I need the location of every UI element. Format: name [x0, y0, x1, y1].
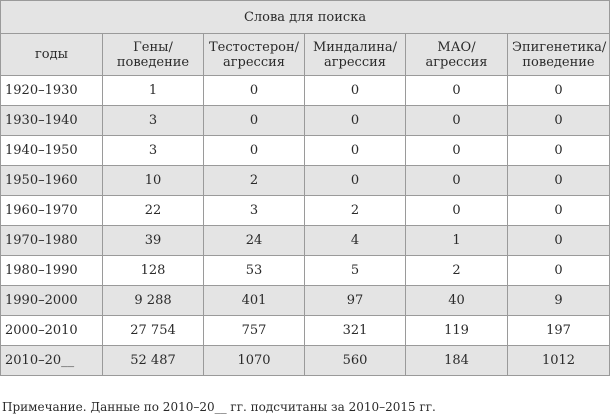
row-period-cell: 1980–1990 [1, 256, 103, 286]
value-cell: 757 [204, 316, 305, 346]
table-row [1, 106, 610, 136]
value-cell: 0 [305, 106, 406, 136]
table-row [1, 226, 610, 256]
value-cell: 119 [406, 316, 508, 346]
row-period-cell: 1990–2000 [1, 286, 103, 316]
value-cell: 184 [406, 346, 508, 376]
row-period-cell: 1970–1980 [1, 226, 103, 256]
table-title: Слова для поиска [1, 1, 610, 34]
value-cell: 0 [508, 256, 610, 286]
value-cell: 2 [305, 196, 406, 226]
value-cell: 401 [204, 286, 305, 316]
value-cell: 1012 [508, 346, 610, 376]
column-header-1: Гены/ поведение [103, 34, 204, 76]
table-row [1, 76, 610, 106]
column-header-5: Эпигенетика/ поведение [508, 34, 610, 76]
column-header-4: МАО/ агрессия [406, 34, 508, 76]
value-cell: 22 [103, 196, 204, 226]
value-cell: 4 [305, 226, 406, 256]
value-cell: 0 [204, 136, 305, 166]
value-cell: 0 [508, 166, 610, 196]
table-row [1, 316, 610, 346]
value-cell: 0 [508, 226, 610, 256]
value-cell: 0 [406, 106, 508, 136]
value-cell: 1 [103, 76, 204, 106]
value-cell: 53 [204, 256, 305, 286]
table-row [1, 346, 610, 376]
row-period-cell: 2010–20__ [1, 346, 103, 376]
value-cell: 0 [305, 76, 406, 106]
table-row [1, 286, 610, 316]
value-cell: 97 [305, 286, 406, 316]
value-cell: 0 [305, 136, 406, 166]
row-period-cell: 1950–1960 [1, 166, 103, 196]
value-cell: 9 [508, 286, 610, 316]
table-row [1, 196, 610, 226]
row-period-cell: 1940–1950 [1, 136, 103, 166]
column-header-years: годы [1, 34, 103, 76]
column-header-3: Миндалина/ агрессия [305, 34, 406, 76]
table-row [1, 166, 610, 196]
value-cell: 0 [406, 136, 508, 166]
row-period-cell: 2000–2010 [1, 316, 103, 346]
row-period-cell: 1920–1930 [1, 76, 103, 106]
value-cell: 2 [204, 166, 305, 196]
row-period-cell: 1930–1940 [1, 106, 103, 136]
value-cell: 39 [103, 226, 204, 256]
value-cell: 3 [103, 106, 204, 136]
value-cell: 0 [305, 166, 406, 196]
value-cell: 0 [508, 106, 610, 136]
value-cell: 5 [305, 256, 406, 286]
value-cell: 197 [508, 316, 610, 346]
value-cell: 3 [103, 136, 204, 166]
column-header-2: Тестостерон/ агрессия [204, 34, 305, 76]
value-cell: 27 754 [103, 316, 204, 346]
table-body [1, 76, 610, 376]
value-cell: 0 [508, 196, 610, 226]
value-cell: 0 [204, 76, 305, 106]
value-cell: 0 [204, 106, 305, 136]
value-cell: 0 [508, 76, 610, 106]
value-cell: 128 [103, 256, 204, 286]
value-cell: 3 [204, 196, 305, 226]
value-cell: 10 [103, 166, 204, 196]
table-row [1, 256, 610, 286]
value-cell: 560 [305, 346, 406, 376]
value-cell: 9 288 [103, 286, 204, 316]
value-cell: 1070 [204, 346, 305, 376]
column-header-row [1, 34, 610, 76]
value-cell: 321 [305, 316, 406, 346]
value-cell: 1 [406, 226, 508, 256]
value-cell: 40 [406, 286, 508, 316]
table-row [1, 136, 610, 166]
value-cell: 2 [406, 256, 508, 286]
table-note: Примечание. Данные по 2010–20__ гг. подсчитаны за 2010–2015 гг. [2, 400, 436, 414]
value-cell: 0 [406, 76, 508, 106]
value-cell: 0 [406, 196, 508, 226]
value-cell: 24 [204, 226, 305, 256]
value-cell: 0 [406, 166, 508, 196]
row-period-cell: 1960–1970 [1, 196, 103, 226]
value-cell: 0 [508, 136, 610, 166]
value-cell: 52 487 [103, 346, 204, 376]
